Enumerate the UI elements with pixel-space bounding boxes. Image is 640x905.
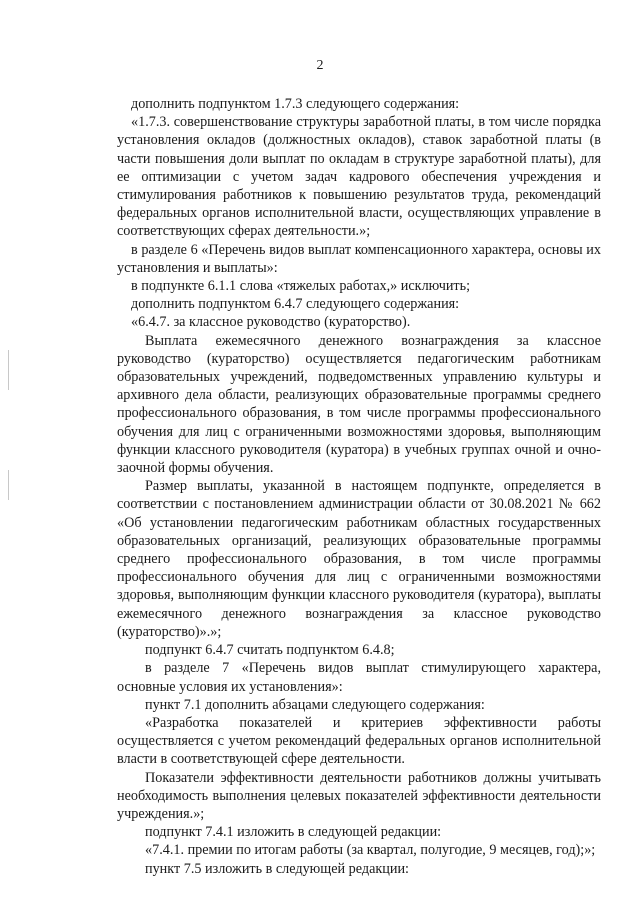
paragraph: «7.4.1. премии по итогам работы (за квартал, полугодие, 9 месяцев, год);»; [145, 842, 596, 859]
paragraph: дополнить подпунктом 6.4.7 следующего содержания: [131, 296, 460, 313]
paragraph: Выплата ежемесячного денежного вознаграждения за классное руководство (кураторство) осуществляется педагогическим работникам образовательных учреждений, подведомственных управлению культуры и архивного дела области, реализующих образовательные программы среднего профессионального образования, в том числе программы профессионального обучения для лиц с ограниченными возможностями здоровья, выполняющим функции классного руководителя (куратора) в учебных группах очной и очно-заочной формы обучения. [117, 332, 601, 477]
paragraph: в разделе 6 «Перечень видов выплат компенсационного характера, основы их установления и выплаты»: [117, 241, 601, 276]
paragraph: дополнить подпунктом 1.7.3 следующего содержания: [131, 96, 460, 112]
paragraph: в разделе 7 «Перечень видов выплат стимулирующего характера, основные условия их установления»: [117, 660, 601, 695]
paragraph: в подпункте 6.1.1 слова «тяжелых работах,» исключить; [131, 278, 471, 295]
paragraph: «Разработка показателей и критериев эффективности работы осуществляется с учетом рекомендаций федеральных органов исполнительной власти в соответствующей сфере деятельности. [117, 714, 601, 768]
margin-scan-line [8, 350, 9, 390]
document-body [117, 95, 601, 878]
paragraph: Показатели эффективности деятельности работников должны учитывать необходимость выполнения целевых показателей эффективности деятельности учреждения.»; [117, 769, 601, 822]
paragraph: подпункт 6.4.7 считать подпунктом 6.4.8; [145, 642, 395, 659]
paragraph: подпункт 7.4.1 изложить в следующей редакции: [145, 824, 442, 841]
paragraph: «1.7.3. совершенствование структуры заработной платы, в том числе порядка установления окладов (должностных окладов), ставок заработной платы (в части повышения доли выплат по окладам в структуре заработной платы), для ее оптимизации с учетом задач кадрового обеспечения учреждения и стимулирования работников к повышению результатов труда, рекомендаций федеральных органов исполнительной власти, осуществляющих управление в соответствующих сферах деятельности.»; [117, 114, 601, 240]
page-number: 2 [316, 58, 324, 73]
paragraph: пункт 7.5 изложить в следующей редакции: [145, 860, 409, 877]
paragraph: «6.4.7. за классное руководство (кураторство). [131, 314, 411, 331]
paragraph: пункт 7.1 дополнить абзацами следующего содержания: [145, 696, 485, 713]
margin-scan-line [8, 470, 9, 500]
paragraph: Размер выплаты, указанной в настоящем подпункте, определяется в соответствии с постановлением администрации области от 30.08.2021 № 662 «Об установлении педагогическим работникам областных государственных образовательных организаций, реализующих образовательные программы среднего профессионального образования, в том числе программы профессионального обучения для лиц с ограниченными возможностями здоровья, выполняющим функции классного руководителя (куратора), выплаты ежемесячного денежного вознаграждения за классное руководство (кураторство)».»; [117, 478, 601, 640]
